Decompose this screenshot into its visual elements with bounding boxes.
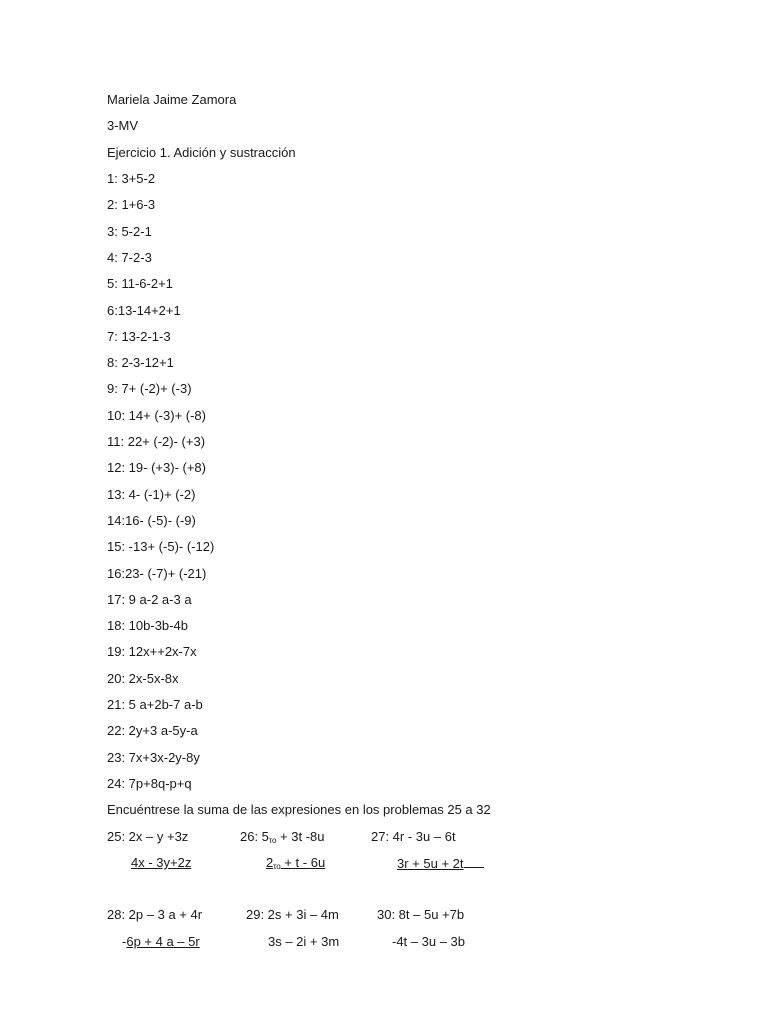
problem-26-top-subscript: το <box>268 836 277 845</box>
underline-filler <box>464 855 484 868</box>
problem-line-23: 23: 7x+3x-2y-8y <box>107 750 200 765</box>
problem-28-bottom-text: 6p + 4 a – 5r <box>126 934 200 949</box>
problem-line-12: 12: 19- (+3)- (+8) <box>107 460 206 475</box>
problem-line-9: 9: 7+ (-2)+ (-3) <box>107 381 192 396</box>
problem-27-bottom-text: 3r + 5u + 2t <box>397 856 464 871</box>
problem-line-4: 4: 7-2-3 <box>107 250 152 265</box>
problem-line-11: 11: 22+ (-2)- (+3) <box>107 434 206 449</box>
problem-28-top: 28: 2p – 3 a + 4r <box>107 907 203 922</box>
problem-line-17: 17: 9 a-2 a-3 a <box>107 592 192 607</box>
problem-26-top-rest: + 3t -8u <box>276 829 325 844</box>
problem-26-bottom <box>266 855 325 875</box>
problem-line-7: 7: 13-2-1-3 <box>107 329 171 344</box>
problem-line-10: 10: 14+ (-3)+ (-8) <box>107 408 206 423</box>
problem-30-top: 30: 8t – 5u +7b <box>377 907 465 922</box>
problem-line-22: 22: 2y+3 a-5y-a <box>107 723 198 738</box>
problem-line-5: 5: 11-6-2+1 <box>107 276 173 291</box>
problem-line-8: 8: 2-3-12+1 <box>107 355 174 370</box>
student-group: 3-MV <box>107 118 139 133</box>
problem-29-top: 29: 2s + 3i – 4m <box>246 907 339 922</box>
problem-25-bottom: 4x - 3y+2z <box>131 855 192 870</box>
problem-line-1: 1: 3+5-2 <box>107 171 156 186</box>
problem-line-19: 19: 12x++2x-7x <box>107 644 197 659</box>
problem-line-13: 13: 4- (-1)+ (-2) <box>107 487 196 502</box>
problem-line-3: 3: 5-2-1 <box>107 224 152 239</box>
problem-line-21: 21: 5 a+2b-7 a-b <box>107 697 203 712</box>
problem-29-bottom: 3s – 2i + 3m <box>268 934 340 949</box>
exercise-title: Ejercicio 1. Adición y sustracción <box>107 145 296 160</box>
problem-line-20: 20: 2x-5x-8x <box>107 671 179 686</box>
problem-line-24: 24: 7p+8q-p+q <box>107 776 192 791</box>
problem-25-top: 25: 2x – y +3z <box>107 829 189 844</box>
problem-26-bottom-rest: + t - 6u <box>280 855 326 870</box>
problem-line-15: 15: -13+ (-5)- (-12) <box>107 539 215 554</box>
problem-line-16: 16:23- (-7)+ (-21) <box>107 566 207 581</box>
problem-26-bottom-base: 2 <box>266 855 274 870</box>
problem-26-bottom-subscript: το <box>273 862 281 871</box>
problem-line-2: 2: 1+6-3 <box>107 197 156 212</box>
problem-28-bottom-sign: - <box>122 934 127 949</box>
problem-line-18: 18: 10b-3b-4b <box>107 618 188 633</box>
problem-line-14: 14:16- (-5)- (-9) <box>107 513 196 528</box>
student-name: Mariela Jaime Zamora <box>107 92 237 107</box>
problem-28-bottom <box>122 934 200 950</box>
sum-instruction: Encuéntrese la suma de las expresiones en los problemas 25 a 32 <box>107 802 491 817</box>
problem-26-top <box>240 829 324 849</box>
problem-27-bottom <box>397 855 484 872</box>
problem-30-bottom: -4t – 3u – 3b <box>392 934 465 949</box>
problem-26-top-base: 26: 5 <box>240 829 269 844</box>
problem-27-top: 27: 4r - 3u – 6t <box>371 829 456 844</box>
problem-line-6: 6:13-14+2+1 <box>107 303 181 318</box>
